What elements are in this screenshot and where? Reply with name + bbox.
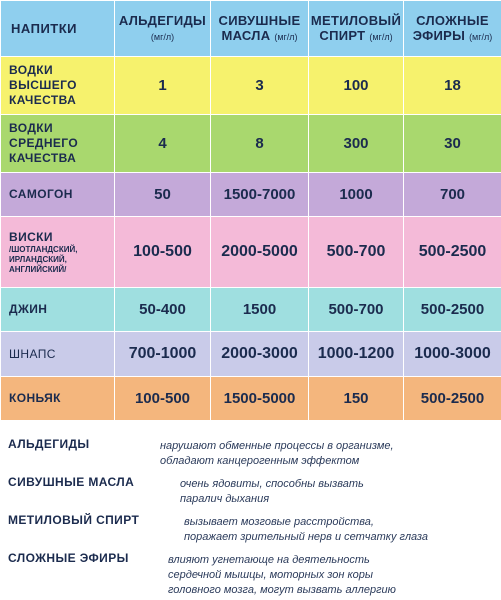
note-term: СИВУШНЫЕ МАСЛА bbox=[8, 475, 135, 489]
row-label: САМОГОН bbox=[1, 173, 115, 217]
note-description bbox=[184, 515, 501, 545]
note-line: сердечной мышцы, моторных зон коры bbox=[168, 569, 373, 581]
cell-aldehydes: 100-500 bbox=[115, 217, 211, 288]
row-label-line: КАЧЕСТВА bbox=[9, 93, 77, 107]
header-fusel-line2: МАСЛА bbox=[221, 27, 271, 43]
row-label-line: ВОДКИ bbox=[9, 121, 54, 135]
cell-methanol: 150 bbox=[309, 377, 404, 421]
cell-methanol: 300 bbox=[309, 115, 404, 173]
note-line: вызывает мозговые расстройства, bbox=[184, 516, 374, 528]
cell-esters: 700 bbox=[404, 173, 501, 217]
row-label bbox=[1, 115, 115, 173]
table-row bbox=[1, 173, 501, 217]
cell-esters: 30 bbox=[404, 115, 501, 173]
cell-methanol: 500-700 bbox=[309, 288, 404, 332]
header-methanol-line1: МЕТИЛОВЫЙ bbox=[310, 12, 402, 28]
row-label-line: КАЧЕСТВА bbox=[9, 151, 77, 165]
note-line: паралич дыхания bbox=[180, 493, 270, 505]
header-methanol-line2: СПИРТ bbox=[319, 27, 366, 43]
table-row bbox=[1, 332, 501, 377]
row-label-line: ВОДКИ bbox=[9, 63, 54, 77]
cell-methanol: 500-700 bbox=[309, 217, 404, 288]
cell-aldehydes: 50 bbox=[115, 173, 211, 217]
cell-aldehydes: 1 bbox=[115, 57, 211, 115]
row-label-note: ИРЛАНДСКИЙ, bbox=[9, 254, 67, 264]
header-esters bbox=[404, 1, 501, 57]
note-line: обладают канцерогенным эффектом bbox=[160, 455, 360, 467]
table-row bbox=[1, 377, 501, 421]
row-label: ШНАПС bbox=[1, 332, 115, 377]
header-esters-line2: ЭФИРЫ bbox=[412, 27, 466, 43]
row-label-note: АНГЛИЙСКИЙ/ bbox=[9, 264, 67, 274]
row-label: КОНЬЯК bbox=[1, 377, 115, 421]
header-aldehydes bbox=[115, 1, 211, 57]
row-label-line: ВЫСШЕГО bbox=[9, 78, 77, 92]
cell-aldehydes: 50-400 bbox=[115, 288, 211, 332]
table-row bbox=[1, 288, 501, 332]
note-description bbox=[168, 553, 498, 598]
note-term: МЕТИЛОВЫЙ СПИРТ bbox=[8, 513, 140, 527]
row-label-line: ВИСКИ bbox=[9, 229, 53, 244]
cell-esters: 500-2500 bbox=[404, 217, 501, 288]
cell-esters: 1000-3000 bbox=[404, 332, 501, 377]
header-unit: (мг/л) bbox=[150, 31, 175, 42]
header-esters-line1: СЛОЖНЫЕ bbox=[416, 12, 489, 28]
cell-fusel-oils: 2000-5000 bbox=[211, 217, 309, 288]
row-label bbox=[1, 217, 115, 288]
note-line: поражает зрительный нерв и сетчатку глаза bbox=[184, 531, 429, 543]
notes-section bbox=[8, 437, 496, 596]
note-item bbox=[8, 475, 496, 513]
note-item bbox=[8, 437, 496, 475]
note-line: очень ядовиты, способны вызвать bbox=[180, 478, 364, 490]
header-row bbox=[1, 1, 501, 57]
note-description bbox=[160, 439, 490, 469]
header-unit: (мг/л) bbox=[369, 31, 393, 42]
table-row bbox=[1, 115, 501, 173]
header-methanol bbox=[309, 1, 404, 57]
note-item bbox=[8, 513, 496, 551]
cell-aldehydes: 700-1000 bbox=[115, 332, 211, 377]
note-description bbox=[180, 477, 501, 507]
cell-fusel-oils: 3 bbox=[211, 57, 309, 115]
note-line: нарушают обменные процессы в организме, bbox=[160, 440, 394, 452]
note-item bbox=[8, 551, 496, 596]
cell-fusel-oils: 1500-7000 bbox=[211, 173, 309, 217]
table-row bbox=[1, 57, 501, 115]
cell-methanol: 1000-1200 bbox=[309, 332, 404, 377]
row-label-note: /ШОТЛАНДСКИЙ, bbox=[9, 244, 78, 254]
note-line: головного мозга, могут вызвать аллергию bbox=[168, 584, 396, 596]
cell-fusel-oils: 1500 bbox=[211, 288, 309, 332]
row-label: ДЖИН bbox=[1, 288, 115, 332]
table-row bbox=[1, 217, 501, 288]
cell-esters: 500-2500 bbox=[404, 377, 501, 421]
cell-aldehydes: 100-500 bbox=[115, 377, 211, 421]
note-term: АЛЬДЕГИДЫ bbox=[8, 437, 90, 451]
note-line: влияют угнетающе на деятельность bbox=[168, 554, 370, 566]
header-aldehydes-label: АЛЬДЕГИДЫ bbox=[118, 12, 207, 28]
cell-esters: 500-2500 bbox=[404, 288, 501, 332]
row-label-line: СРЕДНЕГО bbox=[9, 136, 79, 150]
cell-fusel-oils: 8 bbox=[211, 115, 309, 173]
header-fusel-oils bbox=[211, 1, 309, 57]
cell-fusel-oils: 1500-5000 bbox=[211, 377, 309, 421]
cell-methanol: 100 bbox=[309, 57, 404, 115]
row-label bbox=[1, 57, 115, 115]
header-unit: (мг/л) bbox=[274, 31, 298, 42]
header-unit: (мг/л) bbox=[469, 31, 493, 42]
cell-esters: 18 bbox=[404, 57, 501, 115]
header-fusel-line1: СИВУШНЫЕ bbox=[218, 12, 301, 28]
note-term: СЛОЖНЫЕ ЭФИРЫ bbox=[8, 551, 129, 565]
cell-fusel-oils: 2000-3000 bbox=[211, 332, 309, 377]
header-drinks: НАПИТКИ bbox=[1, 1, 115, 57]
cell-aldehydes: 4 bbox=[115, 115, 211, 173]
cell-methanol: 1000 bbox=[309, 173, 404, 217]
